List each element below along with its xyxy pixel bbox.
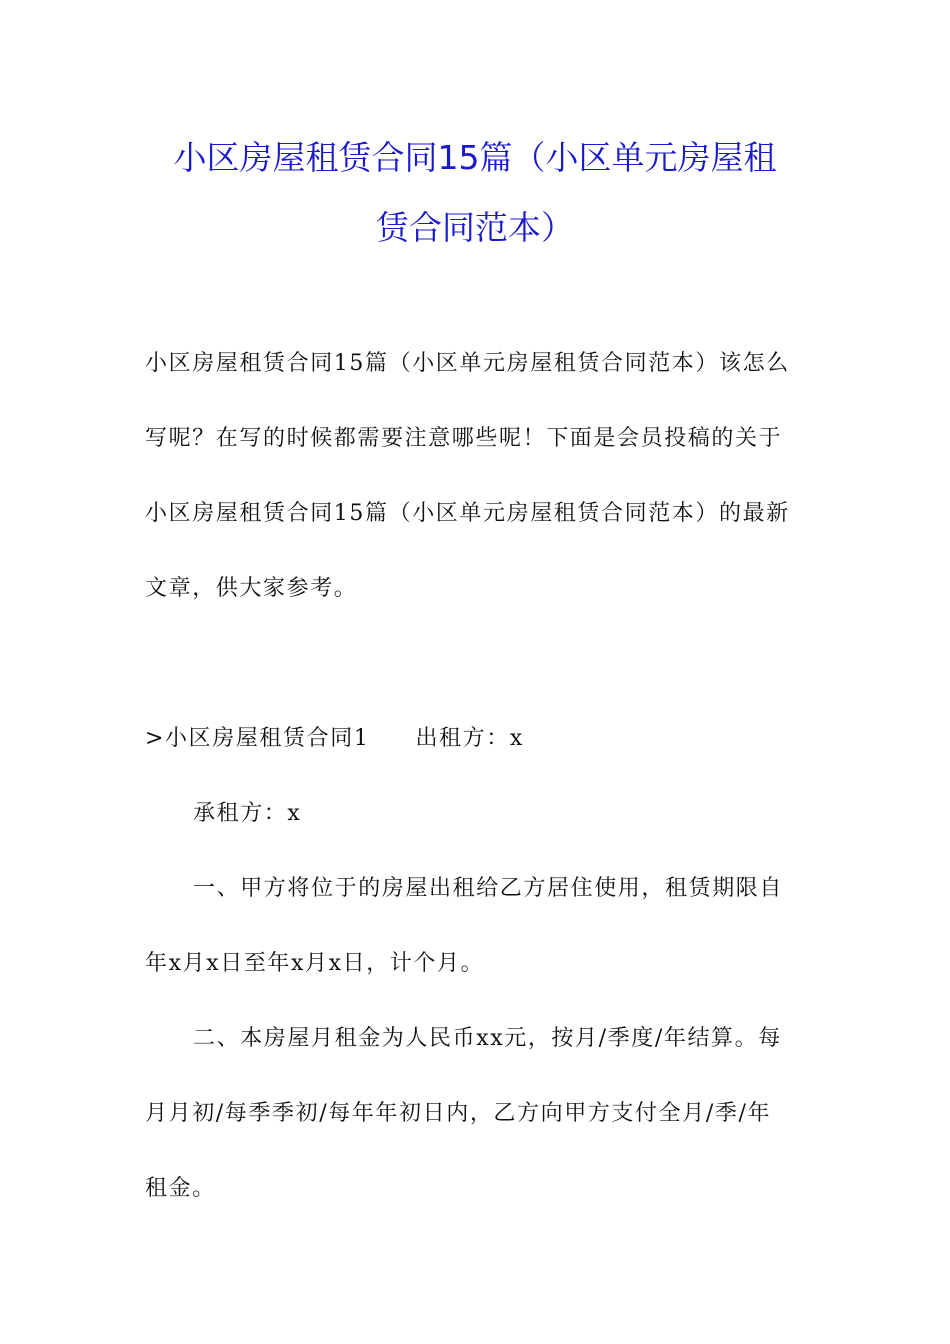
intro-line-4: 文章，供大家参考。 bbox=[145, 576, 358, 601]
clause1-line-1: 一、甲方将位于的房屋出租给乙方居住使用，租赁期限自 bbox=[193, 876, 784, 901]
lessee-field: 承租方：x bbox=[193, 801, 302, 826]
intro-line-2: 写呢？在写的时候都需要注意哪些呢！下面是会员投稿的关于 bbox=[145, 426, 783, 451]
intro-line-3: 小区房屋租赁合同15篇（小区单元房屋租赁合同范本）的最新 bbox=[145, 501, 790, 526]
lessor-field: 出租方：x bbox=[415, 726, 524, 751]
intro-line-1: 小区房屋租赁合同15篇（小区单元房屋租赁合同范本）该怎么 bbox=[145, 351, 790, 376]
clause2-line-3: 租金。 bbox=[145, 1176, 216, 1201]
clause1-line-2: 年x月x日至年x月x日，计个月。 bbox=[145, 951, 485, 976]
clause2-line-1: 二、本房屋月租金为人民币xx元，按月/季度/年结算。每 bbox=[193, 1026, 782, 1051]
section-heading: >小区房屋租赁合同1 bbox=[145, 726, 370, 751]
clause2-line-2: 月月初/每季季初/每年年初日内，乙方向甲方支付全月/季/年 bbox=[145, 1101, 772, 1126]
document-title-line-2: 赁合同范本） bbox=[376, 208, 574, 247]
section-heading-row bbox=[145, 721, 524, 752]
document-title-line-1: 小区房屋租赁合同15篇（小区单元房屋租 bbox=[173, 138, 777, 177]
